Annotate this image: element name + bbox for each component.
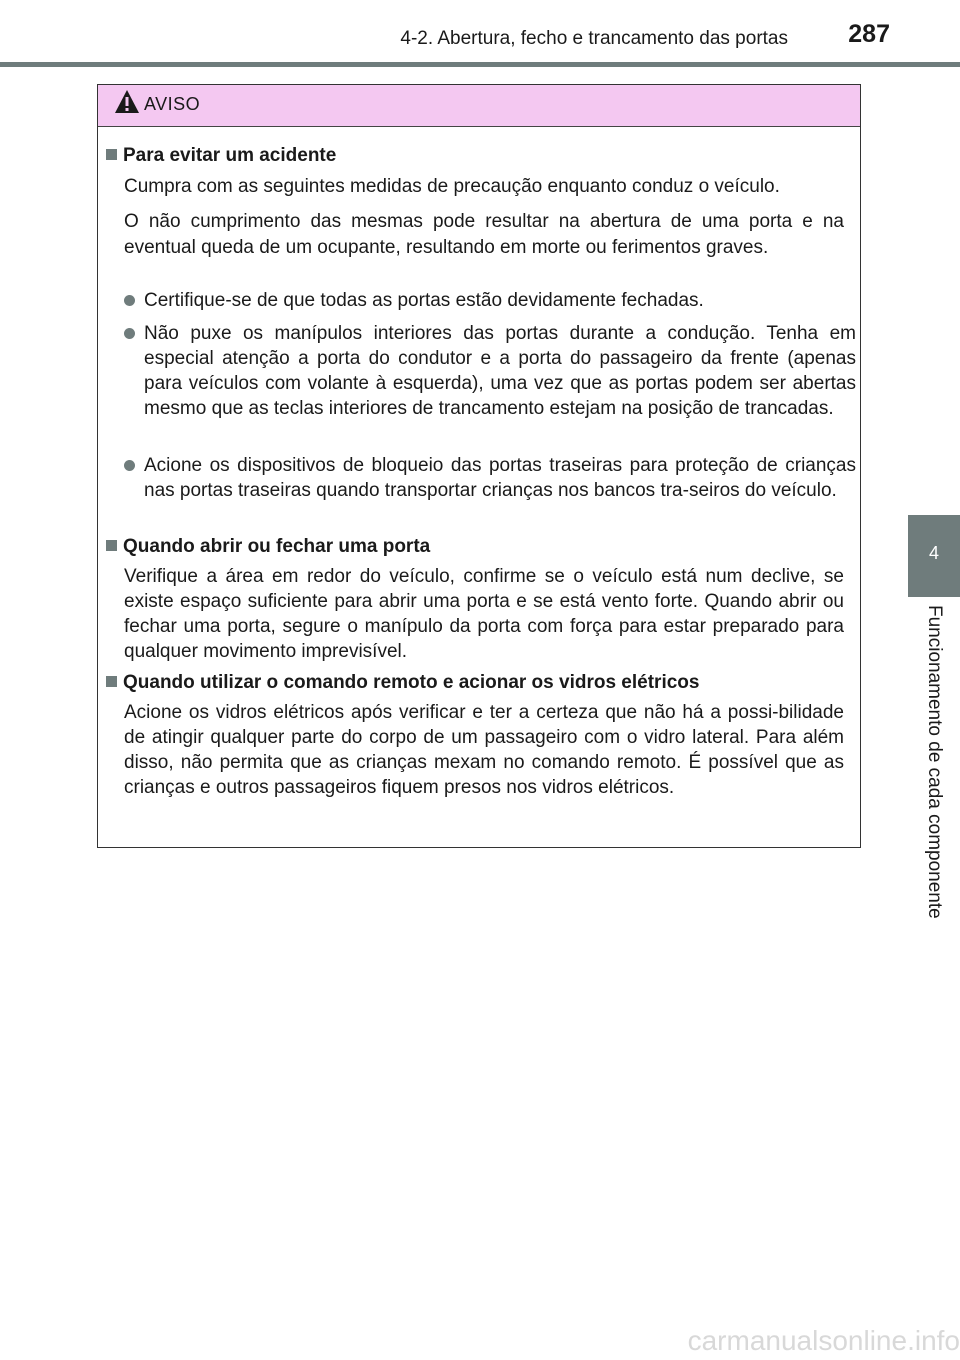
section-heading [106,536,430,558]
square-bullet-icon [106,540,117,551]
section-title: 4-2. Abertura, fecho e trancamento das portas [400,28,788,49]
paragraph: Acione os vidros elétricos após verificar e ter a certeza que não há a possi-bilidade de atingir qualquer parte do corpo de um passageiro com o vidro lateral. Para além disso, não permita que as crianças mexam no comando remoto. É possível que as crianças e outros passageiros fiquem presos nos vidros elétricos. [124,702,844,798]
chapter-tab [908,515,960,597]
list-item [124,453,856,503]
round-bullet-icon [124,328,135,339]
warning-header [98,85,860,127]
header-rule [0,62,960,67]
round-bullet-icon [124,460,135,471]
list-item-text: Certifique-se de que todas as portas estão devidamente fechadas. [144,290,704,311]
warning-box [97,84,861,848]
page-number: 287 [848,20,890,48]
list-item [124,321,856,421]
warning-title: AVISO [144,94,201,114]
chapter-number: 4 [928,543,939,563]
square-bullet-icon [106,676,117,687]
paragraph: O não cumprimento das mesmas pode resultar na abertura de uma porta e na eventual queda de um ocupante, resultando em morte ou ferimentos graves. [124,211,844,258]
list-item-text: Não puxe os manípulos interiores das portas durante a condução. Tenha em especial atenção a porta do condutor e a porta do passageiro da frente (apenas para veículos com volante à esquerda), uma vez que as portas podem ser abertas mesmo que as teclas interiores de trancamento estejam na posição de trancadas. [144,323,856,419]
round-bullet-icon [124,295,135,306]
paragraph: Verifique a área em redor do veículo, confirme se o veículo está num declive, se existe espaço suficiente para abrir uma porta e se está vento forte. Quando abrir ou fechar uma porta, segure o manípulo da porta com força para estar preparado para qualquer movimento imprevisível. [124,566,844,662]
warning-triangle-icon [114,89,140,120]
section-heading-text: Para evitar um acidente [123,145,337,166]
list-item [124,288,856,313]
list-item-text: Acione os dispositivos de bloqueio das portas traseiras para proteção de crianças nas portas traseiras quando transportar crianças nos bancos tra-seiros do veículo. [144,455,856,501]
paragraph: Cumpra com as seguintes medidas de precaução enquanto conduz o veículo. [124,176,780,197]
square-bullet-icon [106,149,117,160]
watermark: carmanualsonline.info [687,1325,960,1356]
section-heading [106,145,336,167]
chapter-title: Funcionamento de cada componente [924,605,945,919]
section-heading-text: Quando utilizar o comando remoto e acionar os vidros elétricos [123,672,700,693]
section-heading-text: Quando abrir ou fechar uma porta [123,536,431,557]
section-heading [106,672,699,694]
